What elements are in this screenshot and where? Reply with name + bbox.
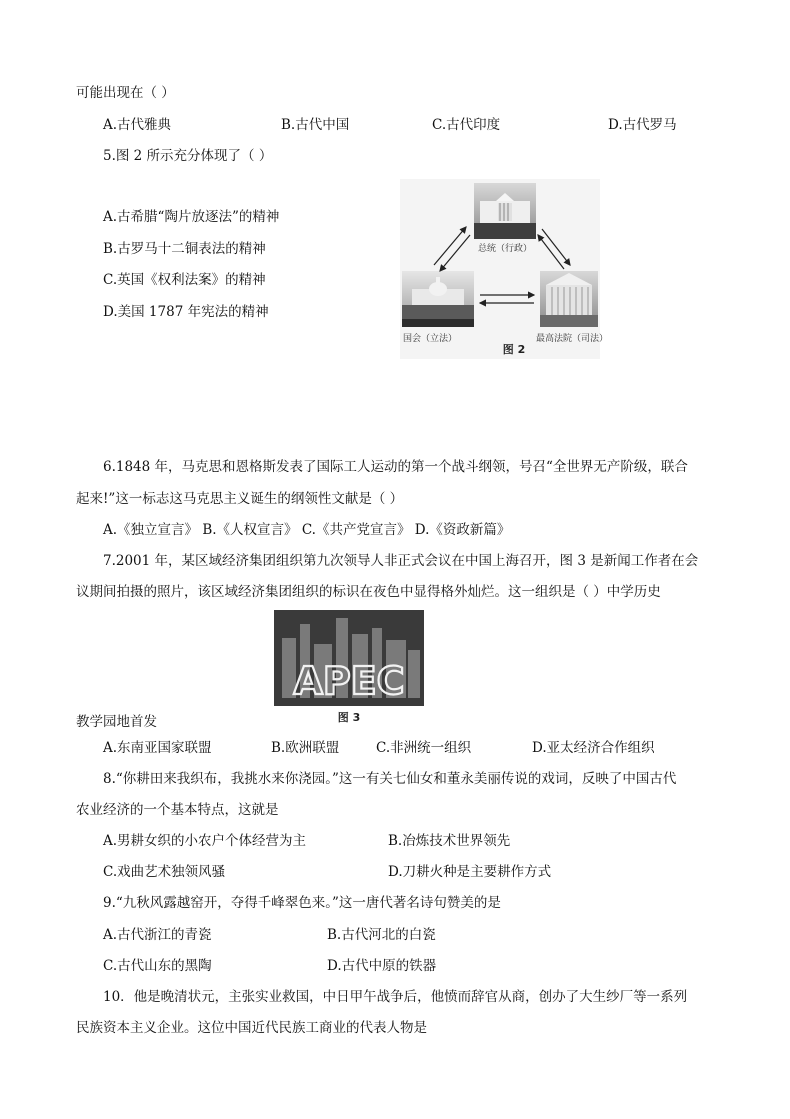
capitol-photo	[402, 271, 474, 327]
q6-options[interactable]: A.《独立宣言》 B.《人权宣言》 C.《共产党宣言》 D.《资政新篇》	[103, 522, 511, 538]
q9-option-b[interactable]: B.古代河北的白瓷	[327, 927, 436, 943]
q8-option-a[interactable]: A.男耕女织的小农户个体经营为主	[103, 833, 307, 849]
figure2-top-label: 总统（行政）	[477, 244, 533, 254]
q7-option-d[interactable]: D.亚太经济合作组织	[532, 740, 655, 756]
q7-stem-line1: 7.2001 年，某区域经济集团组织第九次领导人非正式会议在中国上海召开，图 3 是新闻工作者在会	[103, 553, 699, 569]
q8-option-d[interactable]: D.刀耕火种是主要耕作方式	[388, 864, 552, 880]
q9-option-a[interactable]: A.古代浙江的青瓷	[103, 927, 212, 943]
q8-stem-line1: 8.“你耕田来我织布，我挑水来你浇园。”这一有关七仙女和董永美丽传说的戏词，反映了中国古代	[103, 771, 677, 787]
apec-sign: APEC	[293, 659, 405, 703]
q8-stem-line2: 农业经济的一个基本特点，这就是	[76, 802, 279, 818]
figure2-title: 图 2	[502, 343, 526, 356]
q7-option-b[interactable]: B.欧洲联盟	[271, 740, 340, 756]
q4-option-b[interactable]: B.古代中国	[281, 117, 350, 133]
q4-option-c[interactable]: C.古代印度	[432, 117, 501, 133]
figure2-left-label: 国会（立法）	[402, 334, 458, 344]
supreme-court-photo	[540, 271, 598, 327]
q6-stem-line1: 6.1848 年，马克思和恩格斯发表了国际工人运动的第一个战斗纲领，号召“全世界无产阶级，联合	[103, 459, 688, 475]
figure-2	[400, 179, 609, 359]
white-house-photo	[474, 183, 536, 239]
q5-stem: 5.图 2 所示充分体现了（ ）	[103, 148, 273, 164]
q7-stem-line2: 议期间拍摄的照片，该区域经济集团组织的标识在夜色中显得格外灿烂。这一组织是（ ）中学历史	[76, 584, 661, 600]
q9-option-d[interactable]: D.古代中原的铁器	[327, 958, 437, 974]
figure3-title: 图 3	[337, 711, 361, 724]
q4-option-a[interactable]: A.古代雅典	[103, 117, 172, 133]
q4-continuation: 可能出现在（ ）	[76, 85, 175, 101]
q7-stem-line3: 教学园地首发	[76, 714, 157, 730]
q6-stem-line2: 起来!”这一标志这马克思主义诞生的纲领性文献是（ ）	[76, 491, 404, 507]
q10-stem-line1: 10．他是晚清状元，主张实业救国，中日甲午战争后，他愤而辞官从商，创办了大生纱厂等一系列	[103, 989, 688, 1005]
q9-stem: 9.“九秋风露越窑开，夺得千峰翠色来。”这一唐代著名诗句赞美的是	[103, 895, 501, 911]
q5-option-c[interactable]: C.英国《权利法案》的精神	[103, 272, 266, 288]
q8-option-b[interactable]: B.冶炼技术世界领先	[388, 833, 511, 849]
q9-option-c[interactable]: C.古代山东的黑陶	[103, 958, 212, 974]
figure2-right-label: 最高法院（司法）	[535, 334, 609, 344]
q8-option-c[interactable]: C.戏曲艺术独领风骚	[103, 864, 226, 880]
figure-3	[274, 610, 424, 726]
q10-stem-line2: 民族资本主义企业。这位中国近代民族工商业的代表人物是	[76, 1020, 427, 1036]
q5-option-d[interactable]: D.美国 1787 年宪法的精神	[103, 304, 269, 320]
q4-option-d[interactable]: D.古代罗马	[608, 117, 677, 133]
q7-option-c[interactable]: C.非洲统一组织	[376, 740, 472, 756]
q5-option-b[interactable]: B.古罗马十二铜表法的精神	[103, 241, 266, 257]
q7-option-a[interactable]: A.东南亚国家联盟	[103, 740, 212, 756]
q5-option-a[interactable]: A.古希腊“陶片放逐法”的精神	[103, 209, 280, 225]
